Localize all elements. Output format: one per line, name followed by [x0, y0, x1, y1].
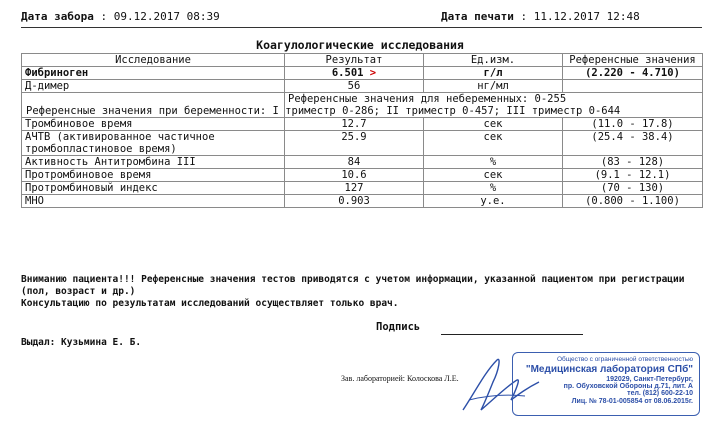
header-unit: Ед.изм.: [424, 54, 563, 67]
test-unit: %: [424, 182, 563, 195]
signature-line: [441, 334, 583, 335]
test-reference: [563, 80, 703, 93]
test-name: Протромбиновый индекс: [22, 182, 285, 195]
signature-label: Подпись: [376, 321, 421, 333]
test-unit: нг/мл: [424, 80, 563, 93]
table-row: [22, 156, 703, 169]
test-reference: (70 - 130): [563, 182, 703, 195]
ddimer-note-1: Референсные значения для небеременных: 0-255: [288, 93, 567, 105]
test-name: Фибриноген: [22, 67, 285, 80]
table-row: [22, 169, 703, 182]
stamp-line: "Медицинская лаборатория СПб": [525, 364, 693, 375]
ddimer-note-2: Референсные значения при беременности: I триместр 0-286; II триместр 0-457; III триместр 0-644: [26, 105, 621, 117]
table-row: [22, 67, 703, 80]
test-unit: у.е.: [424, 195, 563, 208]
print-date: Дата печати : 11.12.2017 12:48: [441, 10, 640, 23]
header-result: Результат: [285, 54, 424, 67]
test-name: Протромбиновое время: [22, 169, 285, 182]
stamp-line: Общество с ограниченной ответственностью: [556, 356, 693, 363]
stamp-line: Лиц. № 78-01-005854 от 08.06.2015г.: [571, 398, 693, 405]
print-date-value: 11.12.2017 12:48: [533, 10, 640, 23]
patient-notice: Вниманию пациента!!! Референсные значения тестов приводятся с учетом информации, указанной пациентом при регистрации (пол, возраст и др.): [21, 274, 685, 297]
test-reference: (2.220 - 4.710): [563, 67, 703, 80]
section-title: Коагулологические исследования: [256, 38, 464, 52]
header-test: Исследование: [22, 54, 285, 67]
collection-date-label: Дата забора: [21, 10, 94, 23]
result-value: 6.501: [331, 67, 364, 79]
lab-stamp: [512, 352, 700, 416]
table-row: [22, 118, 703, 131]
lab-head: Зав. лабораторией: Колоскова Л.Е.: [341, 374, 459, 383]
test-reference: (25.4 - 38.4): [563, 131, 703, 156]
test-unit: сек: [424, 169, 563, 182]
test-reference: (9.1 - 12.1): [563, 169, 703, 182]
test-result: 56: [285, 80, 424, 93]
test-reference: (0.800 - 1.100): [563, 195, 703, 208]
test-unit: %: [424, 156, 563, 169]
test-result: 0.903: [285, 195, 424, 208]
stamp-line: 192029, Санкт-Петербург,: [606, 376, 693, 383]
test-result: 84: [285, 156, 424, 169]
table-header: [22, 54, 703, 67]
collection-date: Дата забора : 09.12.2017 08:39: [21, 10, 220, 23]
test-reference: (11.0 - 17.8): [563, 118, 703, 131]
stamp-line: тел. (812) 600-22-10: [627, 390, 693, 397]
test-unit: г/л: [424, 67, 563, 80]
test-result: [285, 67, 424, 80]
test-name: АЧТВ (активированное частичное тромбопластиновое время): [22, 131, 285, 156]
ddimer-note: [26, 93, 703, 118]
table-row: [22, 182, 703, 195]
header-reference: Референсные значения: [563, 54, 703, 67]
test-name: Тромбиновое время: [22, 118, 285, 131]
collection-date-value: 09.12.2017 08:39: [113, 10, 220, 23]
print-date-label: Дата печати: [441, 10, 514, 23]
consult-note: Консультацию по результатам исследований осуществляет только врач.: [21, 298, 399, 309]
stamp-line: пр. Обуховской Обороны д.71, лит. А: [563, 383, 693, 390]
results-table: [21, 53, 703, 208]
high-flag: >: [369, 67, 377, 79]
ddimer-note-row: [22, 93, 703, 118]
table-row: [22, 80, 703, 93]
test-name: МНО: [22, 195, 285, 208]
test-name: Д-димер: [22, 80, 285, 93]
test-name: Активность Антитромбина III: [22, 156, 285, 169]
test-unit: сек: [424, 131, 563, 156]
table-row: [22, 195, 703, 208]
test-reference: (83 - 128): [563, 156, 703, 169]
test-result: 25.9: [285, 131, 424, 156]
issued-by: Выдал: Кузьмина Е. Б.: [21, 337, 142, 348]
test-unit: сек: [424, 118, 563, 131]
header-divider: [21, 27, 702, 28]
table-row: [22, 131, 703, 156]
test-result: 10.6: [285, 169, 424, 182]
test-result: 12.7: [285, 118, 424, 131]
test-result: 127: [285, 182, 424, 195]
